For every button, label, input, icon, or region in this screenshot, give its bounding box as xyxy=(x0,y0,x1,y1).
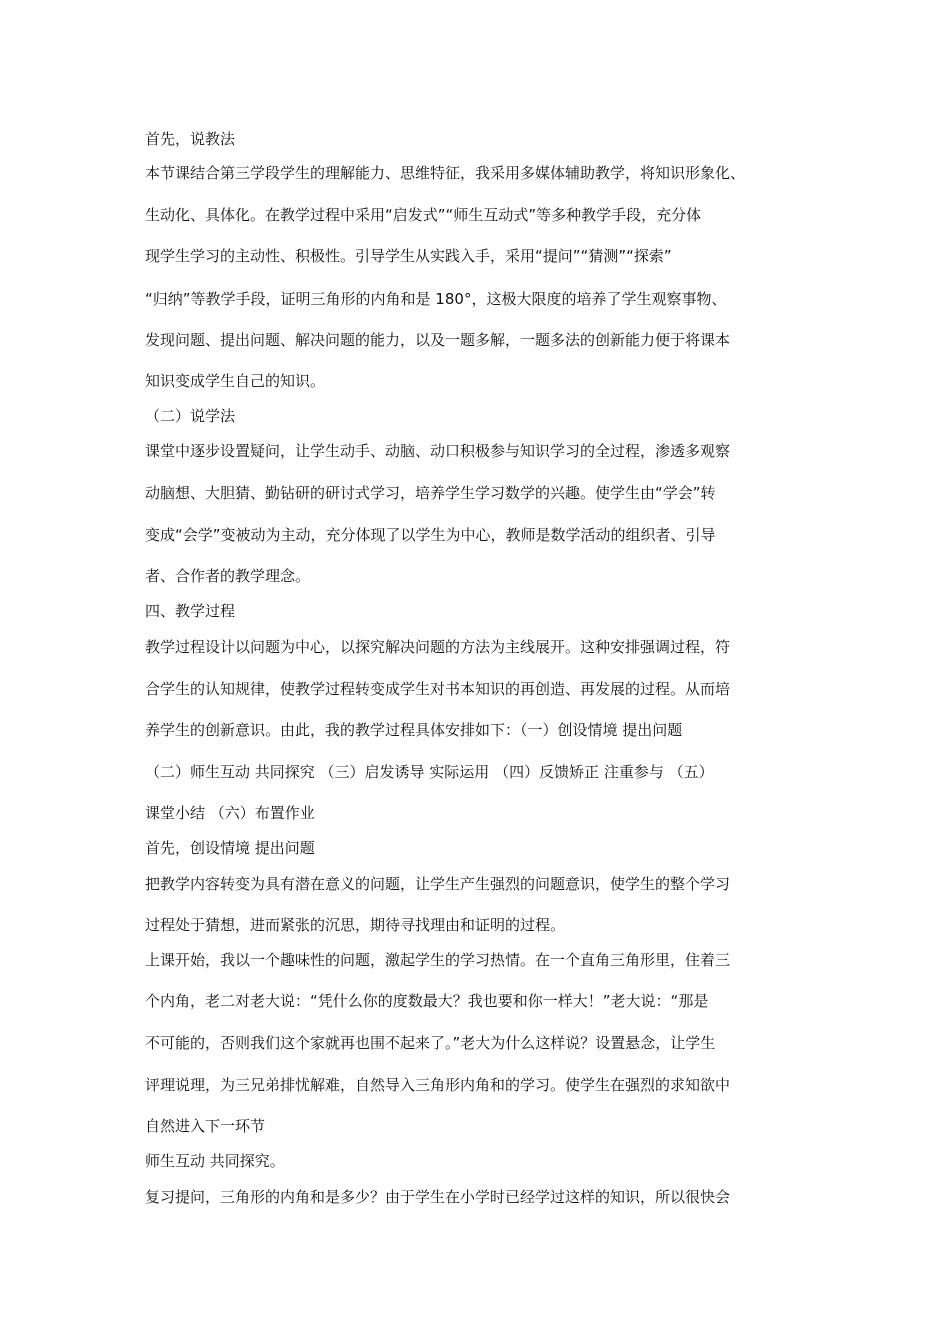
text-line: 上课开始，我以一个趣味性的问题，激起学生的学习热情。在一个直角三角形里，住着三 xyxy=(145,951,731,969)
text-line: 现学生学习的主动性、积极性。引导学生从实践入手，采用“提问”“猜测”“探索” xyxy=(145,247,672,265)
section-heading: 首先，创设情境 提出问题 xyxy=(145,839,315,857)
text-line: 教学过程设计以问题为中心，以探究解决问题的方法为主线展开。这种安排强调过程，符 xyxy=(145,638,731,656)
section-heading: （二）说学法 xyxy=(145,407,236,425)
text-line: 评理说理，为三兄弟排忧解难，自然导入三角形内角和的学习。使学生在强烈的求知欲中 xyxy=(145,1076,731,1094)
text-line: 本节课结合第三学段学生的理解能力、思维特征，我采用多媒体辅助教学，将知识形象化、 xyxy=(145,164,746,182)
text-line: 动脑想、大胆猜、勤钻研的研讨式学习，培养学生学习数学的兴趣。使学生由“学会”转 xyxy=(145,484,716,502)
text-line: “归纳”等教学手段，证明三角形的内角和是 180°，这极大限度的培养了学生观察事物、 xyxy=(145,290,727,308)
text-line: 合学生的认知规律，使教学过程转变成学生对书本知识的再创造、再发展的过程。从而培 xyxy=(145,680,731,698)
text-line: 把教学内容转变为具有潜在意义的问题，让学生产生强烈的问题意识，使学生的整个学习 xyxy=(145,875,731,893)
text-line: 发现问题、提出问题、解决问题的能力，以及一题多解，一题多法的创新能力便于将课本 xyxy=(145,331,731,349)
text-line: 课堂中逐步设置疑问，让学生动手、动脑、动口积极参与知识学习的全过程，渗透多观察 xyxy=(145,442,731,460)
text-line: 不可能的，否则我们这个家就再也围不起来了。”老大为什么这样说？设置悬念，让学生 xyxy=(145,1034,716,1052)
text-line: 养学生的创新意识。由此，我的教学过程具体安排如下：（一）创设情境 提出问题 xyxy=(145,721,683,739)
text-line: 复习提问，三角形的内角和是多少？由于学生在小学时已经学过这样的知识，所以很快会 xyxy=(145,1188,731,1206)
text-line: 个内角，老二对老大说：“凭什么你的度数最大？我也要和你一样大！”老大说：“那是 xyxy=(145,992,709,1010)
text-line: （二）师生互动 共同探究 （三）启发诱导 实际运用 （四）反馈矫正 注重参与 （五） xyxy=(145,763,714,781)
text-line: 知识变成学生自己的知识。 xyxy=(145,372,326,390)
text-line: 者、合作者的教学理念。 xyxy=(145,567,311,585)
text-line: 自然进入下一环节 xyxy=(145,1117,266,1135)
text-line: 生动化、具体化。在教学过程中采用“启发式”“师生互动式”等多种教学手段，充分体 xyxy=(145,206,702,224)
text-line: 变成“会学”变被动为主动，充分体现了以学生为中心，教师是数学活动的组织者、引导 xyxy=(145,526,716,544)
section-heading: 师生互动 共同探究。 xyxy=(145,1152,285,1170)
section-heading: 四、教学过程 xyxy=(145,602,236,620)
text-line: 课堂小结 （六）布置作业 xyxy=(145,804,315,822)
text-line: 首先，说教法 xyxy=(145,130,236,148)
text-line: 过程处于猜想，进而紧张的沉思，期待寻找理由和证明的过程。 xyxy=(145,916,566,934)
